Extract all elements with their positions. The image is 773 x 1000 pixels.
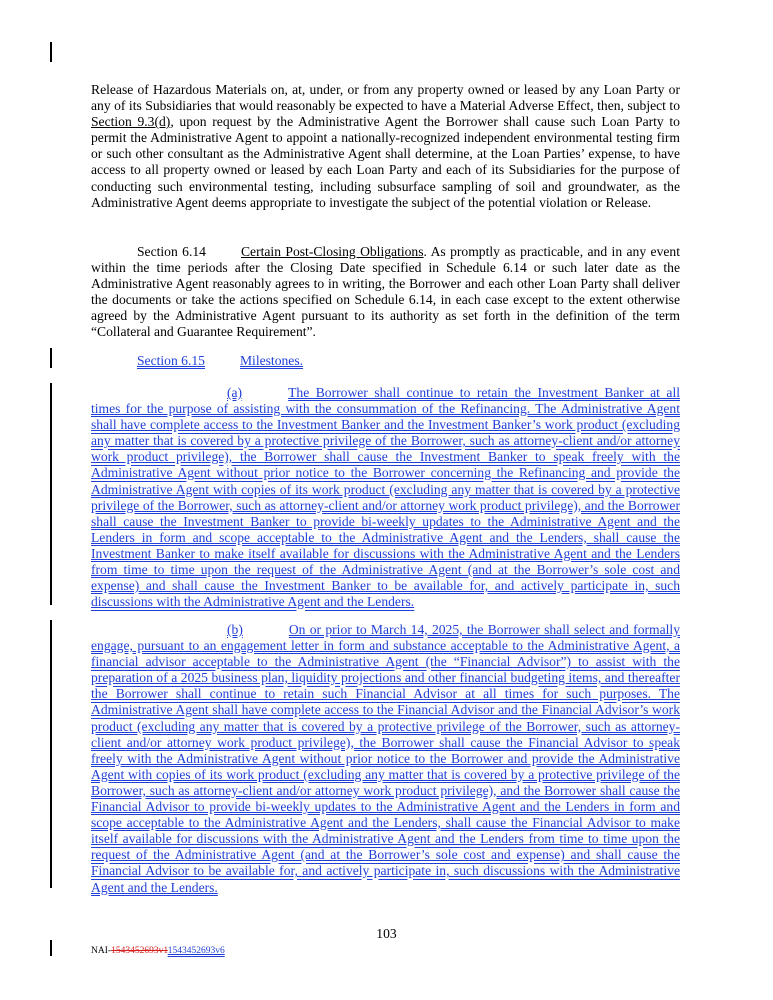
footer-document-id	[91, 946, 225, 956]
change-bar-footer	[50, 940, 52, 956]
section-9-3d-reference: Section 9.3(d)	[91, 114, 171, 130]
change-bar-top	[50, 42, 52, 62]
release-text-after: , upon request by the Administrative Agent the Borrower shall cause such Loan Party to permit the Administrative Agent to appoint a nationally-recognized independent environmental testing firm or such other consultant as the Administrative Agent shall determine, at the Loan Parties’ expense, to have access to all property owned or leased by each Loan Party and each of its Subsidiaries for the purpose of conducting such environmental testing, including subsurface sampling of soil and groundwater, as the Administrative Agent deems appropriate to investigate the subject of the potential violation or Release.	[91, 114, 680, 210]
section-6-14-number: Section 6.14	[137, 244, 206, 259]
section-6-14-body: . As promptly as practicable, and in any event within the time periods after the Closing Date specified in Schedule 6.14 or such later date as the Administrative Agent reasonably agrees to in writing, the Borrower and each other Loan Party shall deliver the documents or take the actions specified on Schedule 6.14, in each case except to the extent otherwise agreed by the Administrative Agent pursuant to its authority as set forth in the definition of the term “Collateral and Guarantee Requirement”.	[91, 244, 680, 340]
section-6-14	[91, 244, 680, 341]
clause-b-text: On or prior to March 14, 2025, the Borrower shall select and formally engage, pursuant to an engagement letter in form and substance acceptable to the Administrative Agent, a financial advisor acceptable to the Administrative Agent (the “Financial Advisor”) to assist with the preparation of a 2025 business plan, liquidity projections and other financial budgeting items, and thereafter the Borrower shall continue to retain such Financial Advisor at all times for such purposes. The Administrative Agent shall have complete access to the Financial Advisor and the Financial Advisor’s work product (excluding any matter that is covered by a protective privilege of the Borrower, such as attorney-client and/or attorney work product privilege), the Borrower shall cause the Financial Advisor to speak freely with the Administrative Agent without prior notice to the Borrower and provide the Administrative Agent with copies of its work product (excluding any matter that is covered by a protective privilege of the Borrower, such as attorney-client and/or attorney work product privilege), and the Borrower shall cause the Financial Advisor to provide bi-weekly updates to the Administrative Agent and the Lenders in form and scope acceptable to the Administrative Agent and the Lenders, shall cause the Financial Advisor to make itself available for discussions with the Administrative Agent and the Lenders from time to time upon the request of the Administrative Agent (and at the Borrower’s sole cost and expense) and shall cause the Financial Advisor to be available for, and actively participate in, such discussions with the Administrative Agent and the Lenders.	[91, 622, 680, 895]
section-6-15	[91, 353, 680, 369]
change-bar-clause-b	[50, 620, 52, 888]
clause-b	[91, 622, 680, 896]
footer-inserted-id: 1543452693v6	[167, 946, 225, 956]
footer-deleted-id: 1543452693v1	[111, 946, 168, 956]
change-bar-section-615	[50, 348, 52, 368]
section-6-15-number: Section 6.15	[137, 353, 205, 368]
change-bar-clause-a	[50, 383, 52, 605]
page-number: 103	[376, 926, 397, 941]
clause-a	[91, 385, 680, 610]
clause-a-text: The Borrower shall continue to retain the Investment Banker at all times for the purpose of assisting with the consummation of the Refinancing. The Administrative Agent shall have complete access to the Investment Banker and the Investment Banker’s work product (excluding any matter that is covered by a protective privilege of the Borrower, such as attorney-client and/or attorney work product privilege), the Borrower shall cause the Investment Banker to speak freely with the Administrative Agent without prior notice to the Borrower concerning the Refinancing and provide the Administrative Agent with copies of its work product (excluding any matter that is covered by a protective privilege of the Borrower, such as attorney-client and/or attorney work product privilege), and the Borrower shall cause the Investment Banker to provide bi-weekly updates to the Administrative Agent and the Lenders in form and scope acceptable to the Administrative Agent and the Lenders, shall cause the Investment Banker to make itself available for discussions with the Administrative Agent and the Lenders from time to time upon the request of the Administrative Agent (and at the Borrower’s sole cost and expense) and shall cause the Investment Banker to be available for, and actively participate in, such discussions with the Administrative Agent and the Lenders.	[91, 385, 680, 610]
clause-b-label: (b)	[227, 622, 243, 637]
clause-a-label: (a)	[227, 385, 243, 400]
footer-prefix: NAI-	[91, 946, 112, 956]
section-6-15-title: Milestones.	[239, 353, 304, 368]
paragraph-release	[91, 82, 680, 211]
release-text-before: Release of Hazardous Materials on, at, under, or from any property owned or leased by any Loan Party or any of its Subsidiaries that would reasonably be expected to have a Material Adverse Effect, then, subject to	[91, 82, 680, 114]
section-6-14-title: Certain Post-Closing Obligations	[240, 244, 424, 259]
